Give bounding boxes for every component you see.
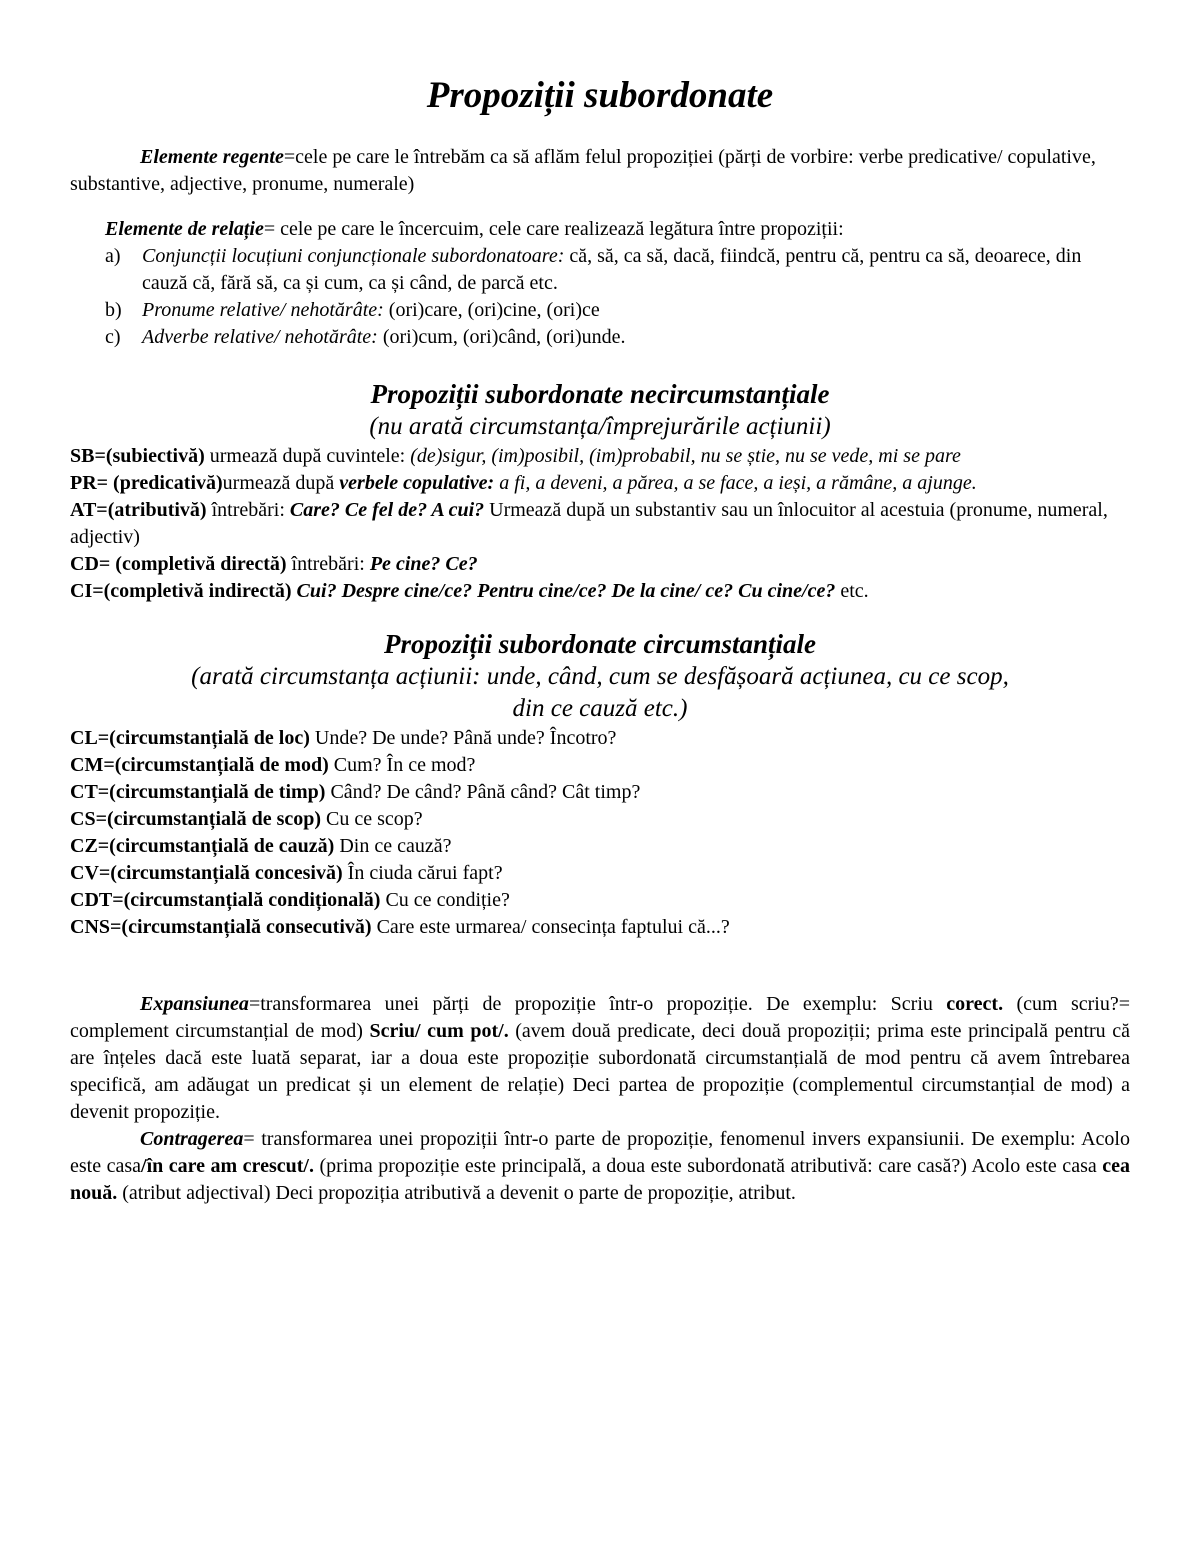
def-text: urmează după [222,472,340,494]
def-abbr: CNS=(circumstanțială consecutivă) [70,916,372,938]
example-bold: Scriu/ cum pot/. [369,1020,509,1042]
list-item [70,725,1130,752]
def-label: verbele copulative: [339,472,495,494]
circ-subtitle-line1: (arată circumstanța acțiunii: unde, când, cum se desfășoară acțiunea, cu ce scop, [191,663,1009,690]
def-abbr: CI=(completivă indirectă) [70,580,292,602]
def-questions: Cui? Despre cine/ce? Pentru cine/ce? De la cine/ ce? Cu cine/ce? [291,580,836,602]
list-item [70,779,1130,806]
document-page [70,70,1130,1207]
circ-subtitle-line2: din ce cauză etc.) [512,695,688,722]
paragraph-text: = transformarea unei propoziții într-o parte de propoziție, fenomenul invers expansiunii. De exemplu: Acolo este casa [70,1128,1130,1177]
def-text: întrebări: [206,499,290,521]
def-abbr: PR= (predicativă) [70,472,223,494]
list-item-text: (ori)care, (ori)cine, (ori)ce [383,299,600,321]
def-abbr: CS=(circumstanțială de scop) [70,808,322,830]
circ-title: Propoziții subordonate circumstanțiale [383,629,817,659]
relatie-list [70,243,1130,351]
list-item-text: (ori)cum, (ori)când, (ori)unde. [377,326,626,348]
example-bold: corect. [946,993,1004,1015]
paragraph-text: (atribut adjectival) Deci propoziția atributivă a devenit o parte de propoziție, atribut. [117,1182,796,1204]
list-item-label: Conjuncții locuțiuni conjuncționale subordonatoare: [142,245,565,267]
def-question: Cum? În ce mod? [328,754,476,776]
def-abbr: CL=(circumstanțială de loc) [70,727,310,749]
page-title: Propoziții subordonate [426,75,774,116]
list-item-label: Adverbe relative/ nehotărâte: [142,326,378,348]
paragraph-text: =transformarea unei părți de propoziție într-o propoziție. De exemplu: Scriu [248,993,947,1015]
list-item [70,887,1130,914]
spacer [70,941,1130,991]
contragere-label: Contragerea [140,1128,244,1150]
list-marker: b) [105,299,122,321]
necirc-title: Propoziții subordonate necircumstanțiale [370,379,830,409]
def-rest: Urmează după un substantiv sau un înlocuitor al acestuia (pronume, numeral, adjectiv) [70,499,1108,548]
def-abbr: CD= (completivă directă) [70,553,287,575]
def-abbr: CZ=(circumstanțială de cauză) [70,835,335,857]
def-text: urmează după cuvintele: [204,445,411,467]
def-questions: Care? Ce fel de? A cui? [289,499,485,521]
def-at [70,497,1130,551]
list-item-text: că, să, ca să, dacă, fiindcă, pentru că, pentru ca să, deoarece, din cauză că, fără să, ca și cum, ca și când, de parcă etc. [142,245,1082,294]
regente-text: =cele pe care le întrebăm ca să aflăm felul propoziției (părți de vorbire: verbe predicative/ copulative, substantive, adjective, pronume, numerale) [70,146,1096,195]
list-item [70,806,1130,833]
def-question: Cu ce scop? [321,808,423,830]
def-question: În ciuda cărui fapt? [342,862,503,884]
def-questions: Pe cine? Ce? [369,553,478,575]
def-sb [70,443,1130,470]
example-bold: /în care am crescut/. [141,1155,314,1177]
paragraph-text: (prima propoziție este principală, a doua este subordonată atributivă: care casă?) Acolo este casa [313,1155,1103,1177]
regente-paragraph [70,144,1130,198]
def-question: Care este urmarea/ consecința faptului că...? [371,916,730,938]
list-item [70,833,1130,860]
def-abbr: CDT=(circumstanțială condițională) [70,889,381,911]
def-abbr: CM=(circumstanțială de mod) [70,754,329,776]
list-item [70,860,1130,887]
relatie-label: Elemente de relație [105,218,264,240]
list-marker: c) [105,326,121,348]
paragraph-text: (avem două predicate, deci două propoziții; prima este principală pentru că are înțeles dacă este luată separat, iar a doua este propoziție subordonată circumstanțială de mod pentru că avem întrebarea specifică, am adăugat un predicat și un element de relație) Deci partea de propoziție (complementul circumstanțial de mod) a devenit propoziție. [70,1020,1130,1123]
def-question: Cu ce condiție? [380,889,510,911]
example-bold: cea nouă. [70,1155,1130,1204]
def-cd [70,551,1130,578]
list-item [70,752,1130,779]
def-question: Unde? De unde? Până unde? Încotro? [309,727,617,749]
def-abbr: SB=(subiectivă) [70,445,205,467]
def-examples: a fi, a deveni, a părea, a se face, a ieși, a rămâne, a ajunge. [494,472,977,494]
expansiune-label: Expansiunea [140,993,249,1015]
def-abbr: AT=(atributivă) [70,499,207,521]
list-item [70,324,1130,351]
relatie-text: = cele pe care le încercuim, cele care realizează legătura între propoziții: [263,218,844,240]
def-ci [70,578,1130,605]
expansiune-paragraph [70,991,1130,1126]
def-question: Din ce cauză? [334,835,452,857]
list-item [70,914,1130,941]
list-item [70,297,1130,324]
contragere-paragraph [70,1126,1130,1207]
necirc-subtitle: (nu arată circumstanța/împrejurările acțiunii) [369,413,831,440]
def-text: întrebări: [286,553,370,575]
regente-label: Elemente regente [140,146,284,168]
list-item-label: Pronume relative/ nehotărâte: [142,299,384,321]
def-abbr: CT=(circumstanțială de timp) [70,781,326,803]
def-rest: etc. [835,580,869,602]
list-marker: a) [105,245,121,267]
def-examples: (de)sigur, (im)posibil, (im)probabil, nu se știe, nu se vede, mi se pare [410,445,961,467]
def-question: Când? De când? Până când? Cât timp? [325,781,641,803]
def-pr [70,470,1130,497]
circ-list [70,725,1130,941]
paragraph-text: (cum scriu?= complement circumstanțial de mod) [70,993,1130,1042]
def-abbr: CV=(circumstanțială concesivă) [70,862,343,884]
relatie-paragraph [70,216,1130,243]
list-item [70,243,1130,297]
relatie-section [70,216,1130,351]
